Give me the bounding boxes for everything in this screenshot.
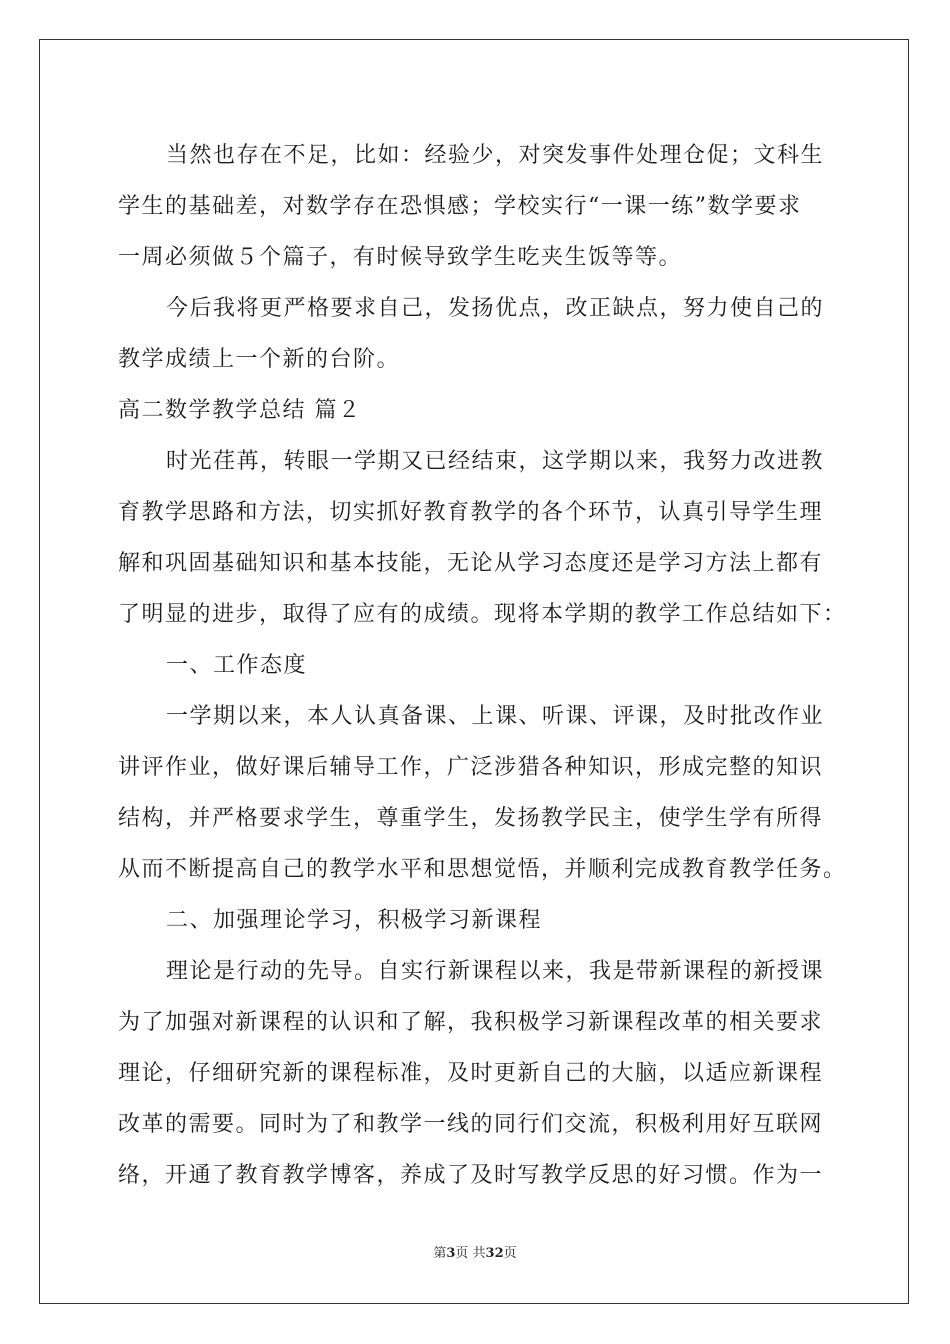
footer-mid: 页 共: [455, 1246, 486, 1261]
text-line: 当然也存在不足，比如：经验少，对突发事件处理仓促；文科生: [166, 143, 825, 168]
text-line: 为了加强对新课程的认识和了解，我积极学习新课程改革的相关要求: [118, 1010, 824, 1035]
page-footer: [0, 1245, 950, 1263]
text-line: 一周必须做５个篇子，有时候导致学生吃夹生饭等等。: [118, 245, 683, 270]
text-line: 理论是行动的先导。自实行新课程以来，我是带新课程的新授课: [166, 959, 825, 984]
text-line: 理论，仔细研究新的课程标准，及时更新自己的大脑，以适应新课程: [118, 1061, 824, 1086]
subheading: 二、加强理论学习，积极学习新课程: [166, 908, 543, 933]
current-page-number: 3: [446, 1246, 456, 1261]
section-heading: 高二数学教学总结 篇２: [118, 398, 362, 423]
text-line: 育教学思路和方法，切实抓好教育教学的各个环节，认真引导学生理: [118, 500, 824, 525]
document-body: [118, 130, 847, 1201]
text-line: 时光荏苒，转眼一学期又已经结束，这学期以来，我努力改进教: [166, 449, 825, 474]
total-page-number: 32: [485, 1246, 504, 1261]
text-line: 改革的需要。同时为了和教学一线的同行们交流，积极利用好互联网: [118, 1112, 824, 1137]
text-line: 学生的基础差，对数学存在恐惧感；学校实行“一课一练”数学要求: [118, 194, 802, 219]
text-line: 讲评作业，做好课后辅导工作，广泛涉猎各种知识，形成完整的知识: [118, 755, 824, 780]
footer-prefix: 第: [433, 1246, 447, 1261]
text-line: 了明显的进步，取得了应有的成绩。现将本学期的教学工作总结如下：: [118, 602, 847, 627]
text-line: 从而不断提高自己的教学水平和思想觉悟，并顺利完成教育教学任务。: [118, 857, 847, 882]
subheading: 一、工作态度: [166, 653, 308, 678]
text-line: 教学成绩上一个新的台阶。: [118, 347, 401, 372]
text-line: 一学期以来，本人认真备课、上课、听课、评课，及时批改作业: [166, 704, 825, 729]
text-line: 解和巩固基础知识和基本技能，无论从学习态度还是学习方法上都有: [118, 551, 824, 576]
text-line: 结构，并严格要求学生，尊重学生，发扬教学民主，使学生学有所得: [118, 806, 824, 831]
text-line: 今后我将更严格要求自己，发扬优点，改正缺点，努力使自己的: [166, 296, 825, 321]
text-line: 络，开通了教育教学博客，养成了及时写教学反思的好习惯。作为一: [118, 1163, 824, 1188]
footer-suffix: 页: [503, 1246, 517, 1261]
